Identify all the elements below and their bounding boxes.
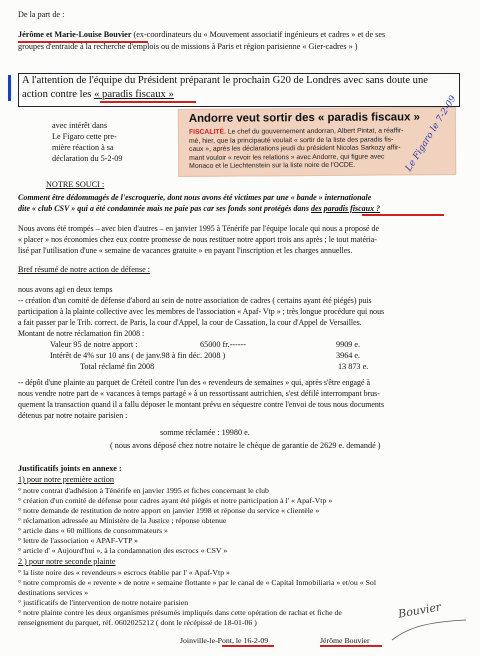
resume-line-1: nous avons agi en deux temps [18, 285, 113, 294]
handwritten-signature: Bouvier [397, 600, 443, 621]
intro-line-2: « placer » nos économies chez eux contre promesse de nous restituer notre apport trois ans après ; le tout matéria- [18, 235, 377, 244]
justif-second-item-3: destinations services » [18, 588, 89, 597]
paradis-fiscaux-question: des paradis fiscaux ? [310, 204, 381, 213]
amount-value-1: 9909 e. [336, 340, 361, 349]
amount-label-3: Total réclamé fin 2008 [80, 362, 155, 371]
plainte-line-4: détenus par notre notaire parisien : [18, 411, 128, 420]
red-underline-signer [320, 645, 382, 647]
justif-second-item-2: ° notre compromis de « revente » de notre « semaine flottante » par le canal de « Capital Inmobiliaria » et/ou « Sol [18, 578, 376, 587]
authors-names: Jérôme et Marie-Louise Bouvier [18, 30, 132, 39]
sidenote-line-2: Le Figaro cette pre- [52, 132, 117, 141]
amount-value-3: 13 873 e. [338, 362, 369, 371]
somme-reclamee: somme réclamée : 19980 e. [160, 428, 250, 437]
justif-first-item-4: ° réclamation adressée au Ministère de la Justice ; réponse obtenue [18, 516, 227, 525]
red-underline-date [222, 645, 274, 647]
plainte-line-3: quement la transaction quand il a fallu déposer le montant prévu en séquestre contre l'envoi de tous nous documents [18, 400, 385, 409]
justif-first-item-5: ° article dans « 60 millions de consommateurs » [18, 526, 168, 535]
plainte-line-2: nous vendre notre part de « vacances à temps partagé » à un ressortissant autrichien, s'est défilé interrompant brus- [18, 389, 380, 398]
justif-first-item-7: ° article d' « Aujourd'hui », à la condamnation des escrocs « CSV » [18, 546, 228, 555]
sidenote-line-4: déclaration du 5-2-09 [52, 154, 123, 163]
resume-line-4: a fait passer par le Trib. correct. de Paris, la cour d'Appel, la cour de Cassation, la cour d'Appel de Versailles. [18, 318, 362, 327]
blue-margin-mark [8, 75, 11, 101]
justif-second-item-6: renseignement du parquet, réf. 0602025212 ( dont le récépissé de 18-01-06 ) [18, 618, 257, 627]
red-underline-attention [100, 101, 196, 103]
intro-line-3: lisé par l'utilisation d'une « semaine de vacances gratuite » en payant l'inscription et les charges annuelles. [18, 246, 353, 255]
justificatifs-heading: Justificatifs joints en annexe : [18, 464, 122, 473]
resume-line-3: participation à la plainte collective avec les membres de l'association « Apaf- Vtp » ; très longue procédure qui nous [18, 307, 385, 316]
from-label: De la part de : [18, 10, 65, 19]
justif-second-item-5: ° notre plainte contre les deux organismes présumés impliqués dans cette opération de rachat et fiche de [18, 608, 342, 617]
resume-line-5: Montant de notre réclamation fin 2008 : [18, 329, 145, 338]
justif-second-item-1: ° la liste noire des « revendeurs » escrocs établie par l' « Apaf-Vtp » [18, 568, 230, 577]
justif-first-item-1: ° notre contrat d'adhésion à Ténérife en janvier 1995 et fiches concernant le club [18, 486, 269, 495]
attention-line-2: action contre les « paradis fiscaux » [22, 89, 174, 100]
sidenote-line-1: avec intérêt dans [52, 121, 108, 130]
justif-first-item-2: ° création d'un comité de défense pour cadres ayant été piégés et notre participation à l' « Apaf-Vtp » [18, 496, 333, 505]
resume-heading: Bref résumé de notre action de défense : [18, 265, 151, 274]
signature-flourish [390, 616, 470, 646]
justif-second-heading: 2 ) pour notre seconde plainte [18, 557, 116, 566]
souci-heading: NOTRE SOUCI : [46, 180, 105, 189]
signer-name: Jérôme Bouvier [320, 636, 370, 645]
paradis-fiscaux-highlight: « paradis fiscaux » [94, 89, 174, 100]
clipping-body: FISCALITÉ. Le chef du gouvernement andorran, Albert Pintat, a réaffir- mé, hier, que la principauté voulait « sortir de la liste des paradis fis- caux », après les déclarations jeudi du président Nicolas Sarkozy affir- mant vouloir « revoir les relations » avec Andorre, qui figure avec Monaco et le Liechtenstein sur la liste noire de l'OCDE. [188, 127, 404, 171]
cheque-note: ( nous avons déposé chez notre notaire le chèque de garantie de 2629 e. demandé ) [110, 441, 381, 450]
amount-label-1: Valeur 95 de notre apport : [50, 340, 138, 349]
author-line-2: groupes d'entraide à la recherche d'emplois ou de missions à Paris et région parisienne « Gier-cadres » ) [18, 42, 358, 51]
intro-line-1: Nous avons été trompés – avec bien d'autres – en janvier 1995 à Ténérife par l'équipe locale qui nous a proposé de [18, 224, 379, 233]
authors-description: (ex-coordinateurs du « Mouvement associatif ingénieurs et cadres » et de ses [131, 30, 386, 39]
souci-line-2: dite « club CSV » qui a été condamnée mais ne paie pas car ses fonds sont protégés dans des paradis fiscaux ? [18, 204, 381, 213]
author-line-1 [18, 30, 385, 40]
red-underline-souci [362, 214, 444, 216]
souci-line-1: Comment être dédommagés de l'escroquerie, dont nous avons été victimes par une « bande » internationale [18, 193, 372, 202]
resume-line-2: -- création d'un comité de défense d'abord au sein de notre association de cadres ( certains ayant été piégés) puis [18, 296, 372, 305]
justif-first-item-6: ° lettre de l'association « APAF-VTP » [18, 536, 139, 545]
justif-first-item-3: ° notre demande de restitution de notre apport en janvier 1998 et réponse du service « clientèle » [18, 506, 320, 515]
attention-line-1: A l'attention de l'équipe du Président préparant le prochain G20 de Londres avec sans doute une [22, 75, 428, 86]
clipping-title: Andorre veut sortir des « paradis fiscaux » [188, 111, 420, 125]
place-date: Joinville-le-Pont, le 16-2-09 [180, 636, 269, 645]
amount-detail-1: 65000 fr.------ [200, 340, 246, 349]
sidenote-line-3: mière réaction à sa [52, 143, 114, 152]
handwritten-figaro-note: Le Figaro le 7-2-09 [404, 94, 459, 174]
justif-second-item-4: ° justificatifs de l'intervention de notre notaire parisien [18, 598, 189, 607]
amount-value-2: 3964 e. [336, 351, 361, 360]
clipping-lead: FISCALITÉ. [188, 128, 226, 136]
amount-label-2: Intérêt de 4% sur 10 ans ( de janv.98 à fin déc. 2008 ) [50, 351, 226, 360]
plainte-line-1: -- dépôt d'une plainte au parquet de Créteil contre l'un des « revendeurs de semaines » qui, après s'être engagé à [18, 378, 370, 387]
justif-first-heading: 1) pour notre première action [18, 475, 114, 484]
